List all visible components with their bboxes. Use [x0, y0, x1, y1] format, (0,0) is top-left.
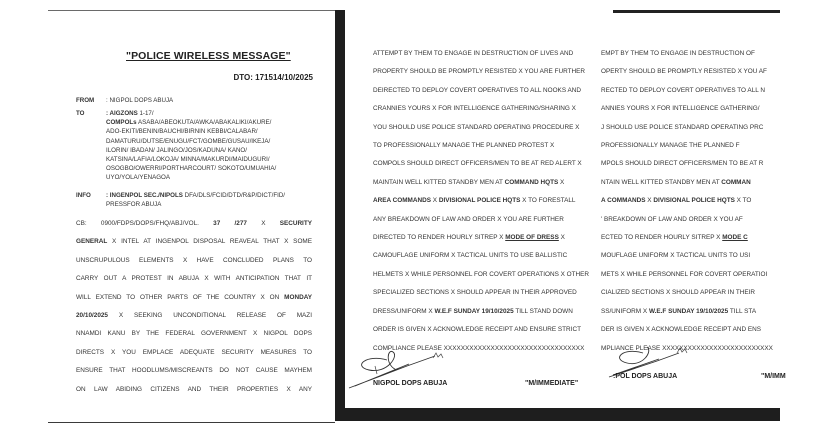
to-recipient-group: COMPOLs [106, 119, 137, 127]
message-line [601, 82, 823, 100]
emphasis-text: 20/10/2025 [76, 312, 108, 320]
message-text: DIRECTS X YOU EMPLACE ADEQUATE SECURITY MEASURES TO [76, 348, 312, 356]
message-text: TILL STA [728, 307, 757, 315]
message-text: CB: 0900/FDPS/DOPS/FHQ/ABJ/VOL. [76, 220, 214, 227]
message-text: ORDER IS GIVEN X ACKNOWLEDGE RECEIPT AND ENSURE STRICT [373, 326, 581, 334]
message-text: MOUFLAGE UNIFORM X TACTICAL UNITS TO USI [601, 252, 751, 260]
message-line [76, 233, 312, 251]
emphasis-text: COMMAN [721, 178, 751, 186]
message-line [76, 270, 312, 288]
to-recipient-line [106, 173, 316, 182]
emphasis-text: W.E.F SUNDAY 19/10/2025 [648, 307, 729, 315]
message-text: HELMETS X WHILE PERSONNEL FOR COVERT OPERATIONS X OTHER [373, 270, 590, 278]
emphasis-text: MONDAY [284, 293, 312, 301]
message-text: MPOLS SHOULD DIRECT OFFICERS/MEN TO BE AT R [601, 160, 764, 168]
message-page-1 [48, 10, 335, 423]
message-text: ON LAW ABIDING CITIZENS AND THEIR PROPERTIES X ANY [76, 385, 312, 393]
emphasis-text: SECURITY [279, 220, 312, 227]
message-text: CARRY OUT A PROTEST IN ABUJA X WITH ANTICIPATION THAT IT [76, 275, 312, 283]
scan-edge-shadow-bottom [613, 408, 780, 421]
signatory: :POL DOPS ABUJA [613, 373, 678, 380]
message-text: ANNIES YOURS X FOR INTELLIGENCE GATHERING/ [601, 105, 760, 113]
to-recipients [106, 109, 316, 183]
message-text: X SEEKING UNCONDITIONAL RELEASE OF MAZI [108, 312, 312, 320]
message-line [601, 284, 823, 302]
message-line [373, 82, 595, 100]
message-line [373, 119, 595, 137]
message-line [76, 362, 312, 380]
message-text: EMPT BY THEM TO ENGAGE IN DESTRUCTION OF [601, 50, 755, 57]
message-text: X [558, 234, 565, 242]
message-text: WILL EXTEND TO OTHER PARTS OF THE COUNTRY X ON [76, 293, 285, 301]
message-line [373, 137, 595, 155]
message-text: ATTEMPT BY THEM TO ENGAGE IN DESTRUCTION OF LIVES AND [373, 50, 574, 57]
message-text: J SHOULD USE POLICE STANDARD OPERATING PRC [601, 123, 764, 131]
priority-label: "M/IMMEDIATE" [525, 380, 579, 387]
message-text: X TO [734, 197, 752, 205]
info-label: INFO [76, 192, 91, 199]
message-text: X [558, 178, 565, 186]
to-recipient-line [106, 164, 316, 173]
info-recipient-list: DFA/DLS/FCID/DTD/R&P/DICT/FID/ [182, 192, 286, 199]
signatory: NIGPOL DOPS ABUJA [373, 380, 448, 387]
message-body-part-1 [76, 215, 312, 399]
message-line [601, 303, 823, 321]
message-line [76, 307, 312, 325]
message-line [601, 321, 823, 339]
message-line [373, 155, 595, 173]
to-recipient-list: ASABA/ABEOKUTA/AWKA/ABAKALIKI/AKURE/ [136, 119, 272, 127]
to-recipient-list: ILORIN/ IBADAN/ JALINGO/JOS/KADUNA/ KANO/ [106, 146, 247, 154]
message-line [76, 381, 312, 399]
message-text: MPLIANCE PLEASE XXXXXXXXXXXXXXXXXXXXXXXXXX [601, 344, 773, 352]
message-line [373, 266, 595, 284]
to-row [76, 109, 316, 183]
to-recipient-line [106, 137, 316, 146]
to-recipient-line [106, 155, 316, 164]
document-title: "POLICE WIRELESS MESSAGE" [126, 50, 291, 62]
message-line [373, 229, 595, 247]
message-text: X [645, 197, 654, 205]
emphasis-text: GENERAL [76, 238, 108, 246]
message-line [373, 211, 595, 229]
message-text: PROPERTY SHOULD BE PROMPTLY RESISTED X YOU ARE FURTHER [373, 68, 586, 76]
to-recipient-line [106, 109, 316, 118]
emphasis-text: DIVISIONAL POLICE HQTS [653, 197, 735, 205]
message-text: ECTED TO RENDER HOURLY SITREP X [601, 234, 723, 242]
message-line [601, 45, 823, 63]
message-text: DER IS GIVEN X ACKNOWLEDGE RECEIPT AND ENS [601, 326, 762, 334]
emphasis-text: DIVISIONAL POLICE HQTS [438, 197, 521, 205]
message-body-part-3 [601, 45, 823, 358]
message-line [76, 215, 312, 233]
info-row [76, 191, 316, 209]
info-recipient-line [106, 200, 316, 209]
message-text: ' BREAKDOWN OF LAW AND ORDER X YOU AF [601, 215, 743, 223]
message-line [601, 63, 823, 81]
message-text: METS X WHILE PERSONNEL FOR COVERT OPERATIOI [601, 270, 768, 278]
message-line [373, 174, 595, 192]
message-line [601, 229, 823, 247]
scan-edge-shadow [335, 10, 345, 421]
scan-edge-shadow-bottom [335, 408, 613, 421]
message-line [373, 45, 595, 63]
message-line [601, 119, 823, 137]
message-text: NTAIN WELL KITTED STANDBY MEN AT [601, 178, 722, 186]
message-text: PROFESSIONALLY MANAGE THE PLANNED F [601, 142, 740, 150]
message-line [601, 211, 823, 229]
info-recipient-line [106, 191, 316, 200]
message-page-3 [601, 13, 786, 408]
message-line [373, 100, 595, 118]
to-recipient-line [106, 146, 316, 155]
message-text: DRESS/UNIFORM X [373, 307, 435, 315]
message-text: DEIRECTED TO DEPLOY COVERT OPERATIVES TO ALL NOOKS AND [373, 86, 581, 94]
message-line [373, 284, 595, 302]
info-recipients [106, 191, 316, 209]
message-text: OPERTY SHOULD BE PROMPTLY RESISTED X YOU AF [601, 68, 767, 76]
message-text: MAINTAIN WELL KITTED STANDBY MEN AT [373, 178, 505, 186]
to-recipient-list: OSOGBO/OWERRI/PORTHARCOURT/ SOKOTO/UMUAHIA/ [106, 165, 277, 173]
message-text: YOU SHOULD USE POLICE STANDARD OPERATING PROCEDURE X [373, 123, 580, 131]
message-line [601, 137, 823, 155]
message-text: X [246, 220, 280, 227]
emphasis-text: W.E.F SUNDAY 19/10/2025 [434, 307, 514, 315]
message-line [373, 321, 595, 339]
message-text: CIALIZED SECTIONS X SHOULD APPEAR IN THEIR [601, 289, 756, 297]
message-line [76, 289, 312, 307]
message-line [601, 192, 823, 210]
message-line [601, 247, 823, 265]
message-line [373, 303, 595, 321]
emphasis-text: 37 /277 [213, 220, 247, 227]
message-line [601, 155, 823, 173]
message-page-2 [345, 10, 613, 408]
emphasis-text: A COMMANDS [601, 197, 646, 205]
emphasis-text: AREA COMMANDS [373, 197, 431, 205]
to-recipient-list: KATSINA/LAFIA/LOKOJA/ MINNA/MAKURDI/MAIDUGURI/ [106, 156, 270, 164]
signature-icon [347, 348, 467, 398]
message-line [601, 174, 823, 192]
message-text: TILL STAND DOWN [513, 307, 573, 315]
message-text: ENSURE THAT HOODLUMS/MISCREANTS DO NOT CAUSE MAYHEM [76, 367, 312, 375]
emphasis-text: MODE C [722, 234, 748, 242]
message-line [76, 344, 312, 362]
to-recipient-list: 1-17/ [137, 110, 154, 117]
message-text: NNAMDI KANU BY THE FEDERAL GOVERNMENT X NIGPOL DOPS [76, 330, 312, 338]
message-line [76, 325, 312, 343]
message-text: TO PROFESSIONALLY MANAGE THE PLANNED PROTEST X [373, 142, 555, 150]
info-recipient-list: PRESSFOR ABUJA [106, 201, 162, 209]
message-text: CAMOUFLAGE UNIFORM X TACTICAL UNITS TO USE BALLISTIC [373, 252, 568, 260]
to-recipient-list: DAMATURU/DUTSE/ENUGU/FCT/GOMBE/GUSAU/IKEJA/ [106, 137, 271, 145]
message-text: COMPLIANCE PLEASE XXXXXXXXXXXXXXXXXXXXXXXXXXXXXXXXX [373, 344, 585, 352]
message-line [76, 252, 312, 270]
message-text: SPECIALIZED SECTIONS X SHOULD APPEAR IN THEIR APPROVED [373, 289, 577, 297]
message-text: DIRECTED TO RENDER HOURLY SITREP X [373, 234, 506, 242]
to-label: TO [76, 110, 85, 117]
priority-label: "M/IMM [761, 373, 786, 380]
message-text: X [431, 197, 439, 205]
to-recipient-list: ADO-EKITI/BENIN/BAUCHI/BIRNIN KEBBI/CALABAR/ [106, 128, 258, 136]
message-text: X TO FORESTALL [520, 197, 576, 205]
message-text: COMPOLS SHOULD DIRECT OFFICERS/MEN TO BE AT RED ALERT X [373, 160, 582, 168]
message-text: ANY BREAKDOWN OF LAW AND ORDER X YOU ARE FURTHER [373, 215, 564, 223]
to-recipient-list: UYO/YOLA/YENAGOA [106, 174, 170, 182]
message-line [373, 247, 595, 265]
to-recipient-line [106, 127, 316, 136]
message-line [601, 100, 823, 118]
message-text: X INTEL AT INGENPOL DISPOSAL REAVEAL THAT X SOME [107, 238, 312, 246]
emphasis-text: COMMAND HQTS [504, 178, 559, 186]
dto-reference: DTO: 171514/10/2025 [233, 73, 313, 82]
from-row [76, 96, 316, 105]
message-line [373, 63, 595, 81]
message-text: UNSCRUPULOUS ELEMENTS X HAVE CONCLUDED PLANS TO [76, 256, 312, 264]
message-text: CRANNIES YOURS X FOR INTELLIGENCE GATHERING/SHARING X [373, 105, 576, 113]
emphasis-text: MODE OF DRESS [505, 234, 559, 242]
info-recipient-group: : INGENPOL SEC./NIPOLS [106, 192, 183, 199]
message-text: SS/UNIFORM X [601, 307, 649, 315]
message-body-part-2 [373, 45, 595, 358]
message-line [373, 192, 595, 210]
from-value: : NIGPOL DOPS ABUJA [106, 97, 174, 104]
message-line [601, 266, 823, 284]
to-recipient-group: : AIGZONS [106, 110, 138, 117]
message-text: RECTED TO DEPLOY COVERT OPERATIVES TO ALL N [601, 86, 765, 94]
from-label: FROM [76, 97, 95, 104]
to-recipient-line [106, 118, 316, 127]
